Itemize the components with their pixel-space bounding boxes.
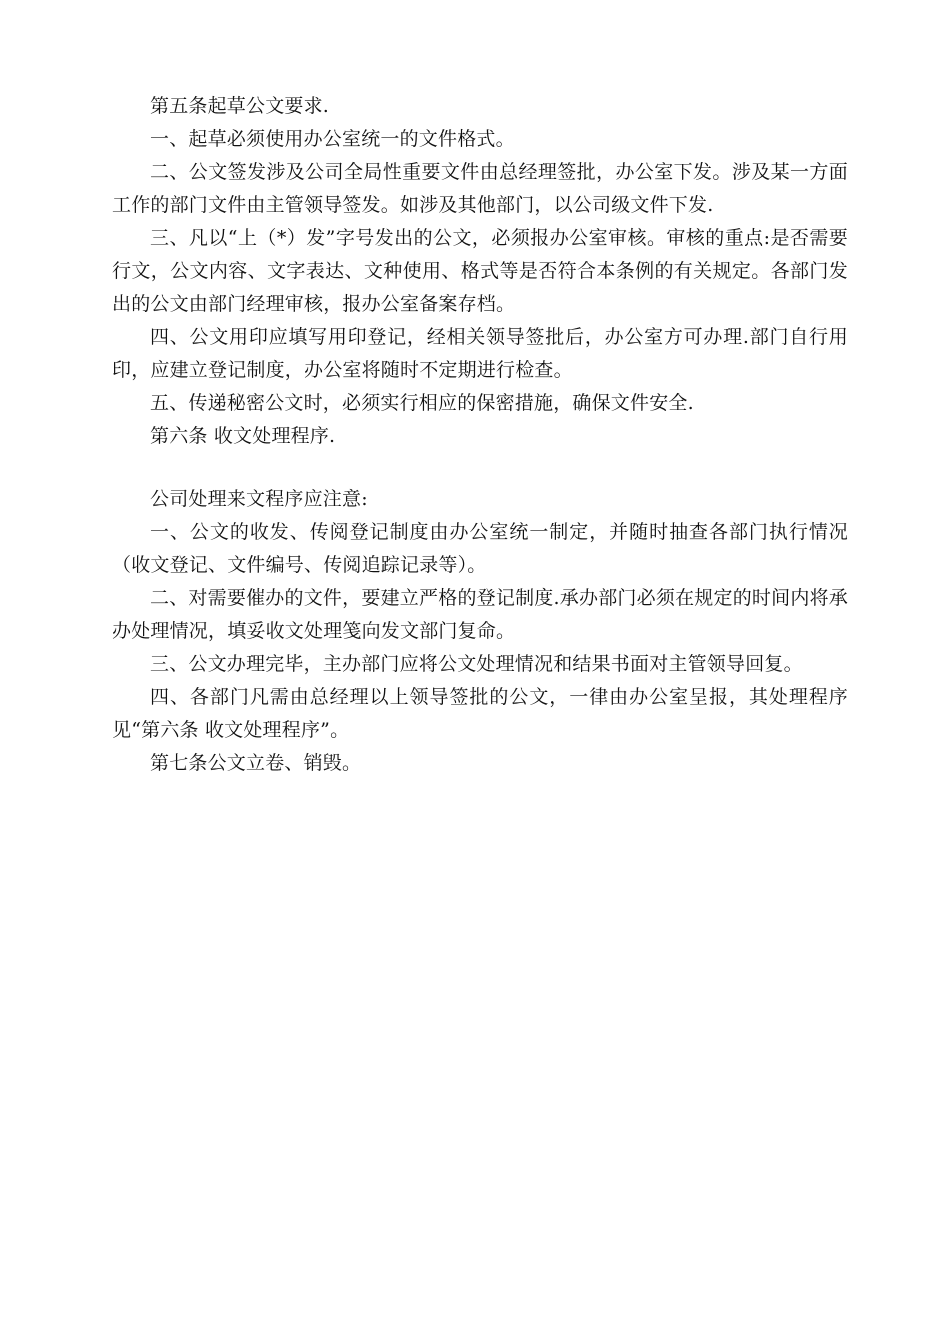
article-6-heading: 第六条 收文处理程序. [150,425,336,447]
article-5-item-3: 三、凡以“上（*）发”字号发出的公文，必须报办公室审核。审核的重点:是否需要行文，公文内容、文字表达、文种使用、格式等是否符合本条例的有关规定。各部门发出的公文由部门经理审核，报办公室备案存档。 [112,227,848,315]
article-5-item-1: 一、起草必须使用办公室统一的文件格式。 [150,128,515,150]
article-6-item-2: 二、对需要催办的文件，要建立严格的登记制度.承办部门必须在规定的时间内将承办处理情况，填妥收文处理笺向发文部门复命。 [112,587,848,642]
document-body [112,90,848,780]
article-6-item-3: 三、公文办理完毕，主办部门应将公文处理情况和结果书面对主管领导回复。 [150,653,803,675]
article-6-item-1: 一、公文的收发、传阅登记制度由办公室统一制定，并随时抽查各部门执行情况（收文登记、文件编号、传阅追踪记录等）。 [112,521,848,576]
article-7-heading: 第七条公文立卷、销毁。 [150,752,362,774]
article-5-heading: 第五条起草公文要求. [150,95,330,117]
article-6-intro: 公司处理来文程序应注意: [150,488,368,510]
article-5-item-4: 四、公文用印应填写用印登记，经相关领导签批后，办公室方可办理.部门自行用印，应建立登记制度，办公室将随时不定期进行检查。 [112,326,848,381]
article-6-item-4: 四、各部门凡需由总经理以上领导签批的公文，一律由办公室呈报，其处理程序见“第六条 收文处理程序”。 [112,686,848,741]
section-gap [112,453,848,483]
article-5-item-2: 二、公文签发涉及公司全局性重要文件由总经理签批，办公室下发。涉及某一方面工作的部门文件由主管领导签发。如涉及其他部门，以公司级文件下发. [112,161,848,216]
article-5-item-5: 五、传递秘密公文时，必须实行相应的保密措施，确保文件安全. [150,392,694,414]
